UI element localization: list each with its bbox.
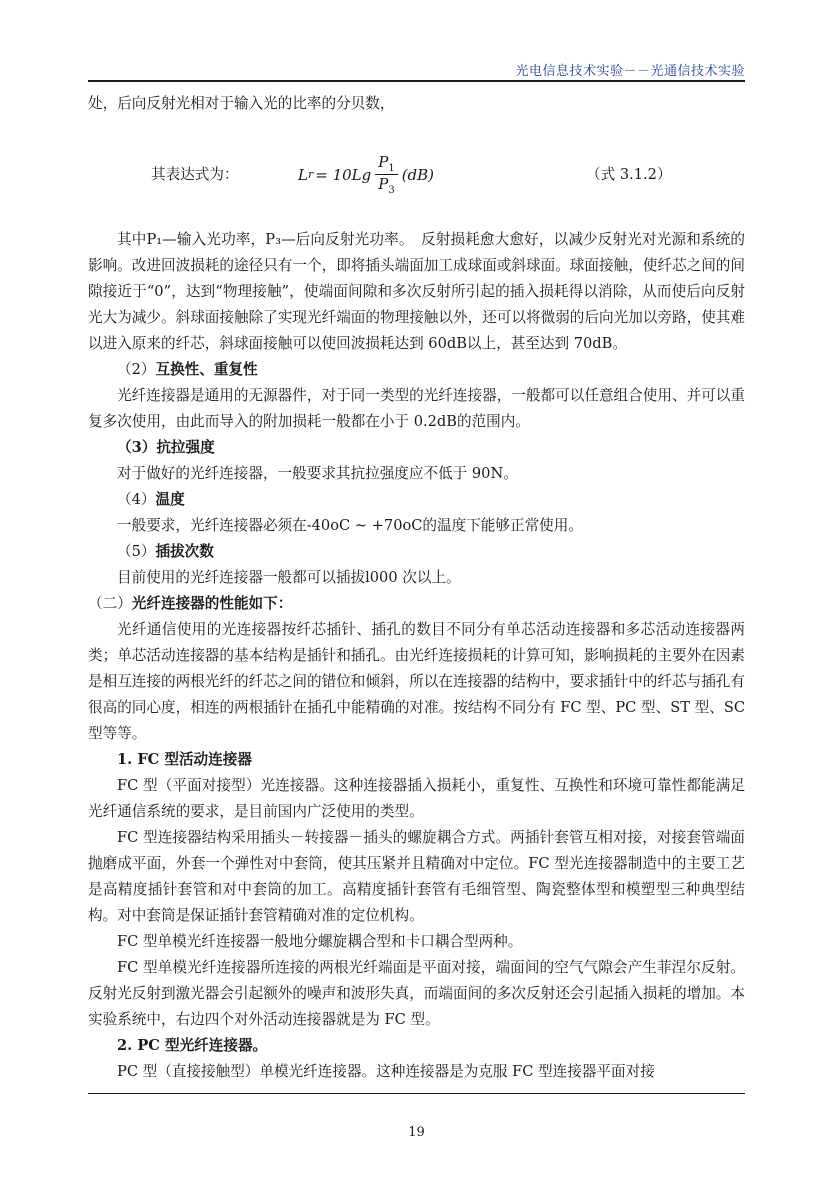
heading-insertion-cycles: （5）插拔次数 [117,543,214,560]
formula-label: 其表达式为： [151,166,239,183]
page-body [88,91,745,1085]
paragraph-interchangeability: 光纤连接器是通用的无源器件，对于同一类型的光纤连接器，一般都可以任意组合使用、并可以重复多次使用，由此而导入的附加损耗一般都在小于 0.2dB的范围内。 [88,387,745,430]
paragraph-pc-intro: PC 型（直接接触型）单模光纤连接器。这种连接器是为克服 FC 型连接器平面对接 [117,1063,655,1080]
formula-equals: = 10Lg [315,165,372,184]
formula-lhs: L [298,165,308,184]
formula-equation [298,153,434,196]
header-rule [88,80,745,82]
paragraph-fc-reflection: FC 型单模光纤连接器所连接的两根光纤端面是平面对接，端面间的空气气隙会产生菲涅尔反射。反射光反射到激光器会引起额外的噪声和波形失真，而端面间的多次反射还会引起插入损耗的增加。本实验系统中，右边四个对外活动连接器就是为 FC 型。 [88,959,745,1028]
heading-temperature: （4）温度 [117,491,185,508]
paragraph-insertion-cycles: 目前使用的光纤连接器一般都可以插拔l000 次以上。 [117,569,461,586]
fraction-denominator: $P_3$ [378,175,395,196]
spacer [88,203,745,227]
paragraph-return-loss: 其中P₁—输入光功率，P₃—后向反射光功率。 反射损耗愈大愈好，以减少反射光对光源和系统的影响。改进回波损耗的途径只有一个，即将插头端面加工成球面或斜球面。球面接触，使纤芯之间的间隙接近于“0”，达到“物理接触”，使端面间隙和多次反射所引起的插入损耗得以消除，从而使后向反射光大为减少。斜球面接触除了实现光纤端面的物理接触以外，还可以将微弱的后向光加以旁路，使其难以进入原来的纤芯，斜球面接触可以使回波损耗达到 60dB以上，甚至达到 70dB。 [88,231,745,352]
footer-rule [88,1093,745,1094]
paragraph-connector-types: 光纤通信使用的光连接器按纤芯插针、插孔的数目不同分有单芯活动连接器和多芯活动连接器两类；单芯活动连接器的基本结构是插针和插孔。由光纤连接损耗的计算可知，影响损耗的主要外在因素是相互连接的两根光纤的纤芯之间的错位和倾斜，所以在连接器的结构中，要求插针中的纤芯与插孔有很高的同心度，相连的两根插针在插孔中能精确的对准。按结构不同分有 FC 型、PC 型、ST 型、SC 型等等。 [88,621,745,742]
page-number: 19 [408,1125,425,1140]
formula-unit: (dB) [401,165,435,184]
heading-pc-connector: 2. PC 型光纤连接器。 [117,1037,268,1054]
paragraph-fc-structure: FC 型连接器结构采用插头－转接器－插头的螺旋耦合方式。两插针套管互相对接，对接套管端面抛磨成平面，外套一个弹性对中套筒，使其压紧并且精确对中定位。FC 型光连接器制造中的主要工艺是高精度插针套管和对中套筒的加工。高精度插针套管有毛细管型、陶瓷整体型和模塑型三种典型结构。对中套筒是保证插针套管精确对准的定位机构。 [88,829,745,924]
paragraph-temperature: 一般要求，光纤连接器必须在-40oC ~ +70oC的温度下能够正常使用。 [117,517,583,534]
paragraph-fc-intro: FC 型（平面对接型）光连接器。这种连接器插入损耗小，重复性、互换性和环境可靠性都能满足光纤通信系统的要求，是目前国内广泛使用的类型。 [88,777,745,820]
heading-tensile-strength: （3）抗拉强度 [117,439,215,456]
running-header: 光电信息技术实验－－光通信技术实验 [515,64,745,79]
heading-interchangeability: （2）互换性、重复性 [117,361,258,378]
formula-block [88,117,745,203]
heading-fc-connector: 1. FC 型活动连接器 [117,751,252,768]
formula-number: （式 3.1.2） [586,166,672,183]
paragraph-continuation: 处，后向反射光相对于输入光的比率的分贝数， [88,95,395,112]
heading-connector-performance: （二）光纤连接器的性能如下： [88,595,293,612]
formula-lhs-subscript: r [307,168,314,181]
fraction-numerator: $P_1$ [375,153,397,175]
formula-fraction [375,153,397,196]
paragraph-fc-coupling: FC 型单模光纤连接器一般地分螺旋耦合型和卡口耦合型两种。 [117,933,523,950]
paragraph-tensile-strength: 对于做好的光纤连接器，一般要求其抗拉强度应不低于 90N。 [117,465,518,482]
